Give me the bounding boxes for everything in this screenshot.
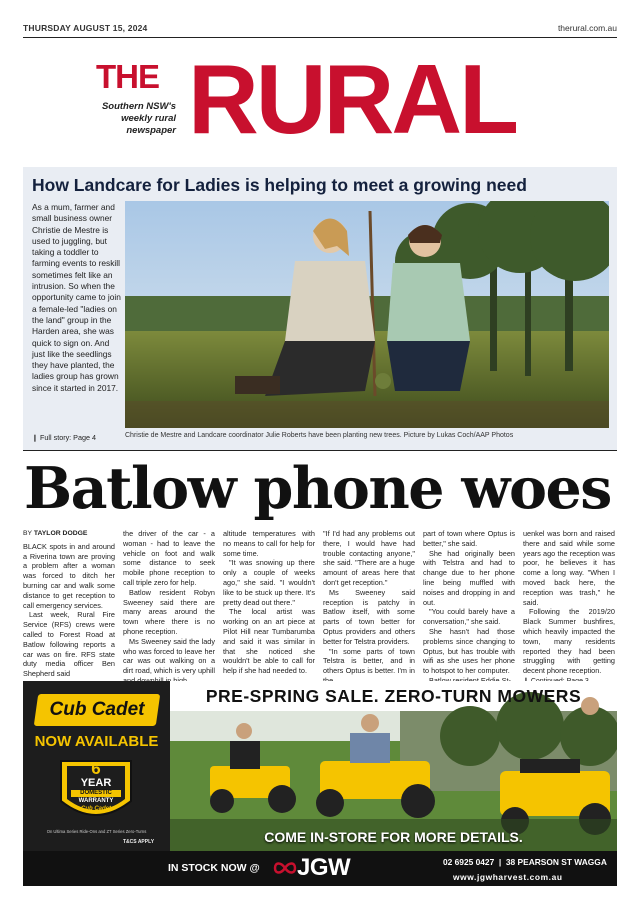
warranty-text <box>57 757 135 813</box>
paragraph: the driver of the car - a woman - had to leave the vehicle on foot and walk some distance to seek mobile phone reception to call triple zero for help. <box>123 529 215 587</box>
warranty-line: WARRANTY <box>78 798 114 804</box>
warranty-number: 6 <box>91 759 101 778</box>
ad-tcs: T&CS APPLY <box>123 839 155 845</box>
tagline-line: Southern NSW's <box>101 101 176 112</box>
warranty-line: DOMESTIC <box>71 790 121 797</box>
story-column-4 <box>323 529 415 686</box>
feature-headline[interactable]: How Landcare for Ladies is helping to meet a growing need <box>32 175 527 195</box>
cub-cadet-logo <box>34 694 160 726</box>
feature-body: As a mum, farmer and small business owner Christie de Mestre is used to juggling, but taking a toddler to farming events to reskill sometimes felt like an intrusion. So when the opportunity came to join a female-led "ladies on the land" group in the Harden area, she was quick to sign on. And just like the seedlings they have planted, the ladies group has grown since it started in 2017. <box>32 202 121 393</box>
brand-name: Cub Cadet <box>49 699 145 720</box>
masthead-rural: RURAL <box>188 44 516 154</box>
jgw-logo-icon <box>273 861 297 875</box>
story-headline[interactable]: Batlow phone woes <box>24 455 611 522</box>
ad-brand-panel <box>23 681 170 851</box>
feature-rule <box>23 450 617 451</box>
feature-full-story-label: Full story: Page 4 <box>40 433 96 442</box>
landcare-photo-image <box>125 201 609 428</box>
paragraph: Batlow resident Robyn Sweeney said there are many areas around the town where there is no phone reception. <box>123 587 215 636</box>
dealer-phone[interactable]: 02 6925 0427 <box>443 857 495 867</box>
story-column-3 <box>223 529 315 676</box>
paragraph: She hasn't had those problems since changing to Optus, but has trouble with wifi as she uses her phone to hotspot to her computer. <box>423 626 515 676</box>
ad-mower-photo <box>170 681 617 851</box>
tagline-line: weekly rural <box>121 113 176 124</box>
byline-prefix: BY <box>23 530 32 537</box>
story-column-5 <box>423 529 515 686</box>
byline <box>23 529 115 539</box>
masthead-the: THE <box>96 58 159 95</box>
top-bar <box>23 23 617 37</box>
story-column-2 <box>123 529 215 686</box>
dealer-address: 38 PEARSON ST WAGGA <box>505 857 607 867</box>
masthead-tagline <box>80 101 176 137</box>
paragraph: uenkel was born and raised there and said while some years ago the reception was poor, he believes it has come a long way. "When I moved back here, the reception was trash," he said. <box>523 529 615 607</box>
tagline-line: newspaper <box>126 125 176 136</box>
story-body <box>23 529 617 679</box>
feature-photo <box>125 201 609 428</box>
paragraph: "You could barely have a conversation," she said. <box>423 607 515 627</box>
advertisement[interactable] <box>23 681 617 886</box>
dealer-name[interactable]: JGW <box>297 854 351 881</box>
paragraph: Ms Sweeney said the lady who was forced to leave her car was out walking on a dirt road, which is very uphill <box>123 636 215 676</box>
feature-caption: Christie de Mestre and Landcare coordinator Julie Roberts have been planting new trees. Picture by Lukas Coch/AAP Photos <box>125 432 514 439</box>
byline-name[interactable]: TAYLOR DODGE <box>33 530 88 537</box>
dealer-contact: 02 6925 0427 | 38 PEARSON ST WAGGA <box>443 857 607 867</box>
feature-full-story[interactable]: ❙ Full story: Page 4 <box>32 433 96 442</box>
paragraph: She had originally been with Telstra and had to change due to her phone line being muffled with noises and dropping in and out. <box>423 548 515 607</box>
ad-cta[interactable]: COME IN-STORE FOR MORE DETAILS. <box>264 829 523 845</box>
paragraph: "It was snowing up there only a couple of weeks ago," she said. "I wouldn't like to be stuck up there. It's pretty dead out there." <box>223 558 315 607</box>
ad-fine-print: On Ultima Series Ride-Ons and ZT Series Zero-Turns <box>46 829 147 834</box>
top-rule <box>23 37 617 38</box>
paragraph: BLACK spots in and around a Riverina town are proving a problem after a woman was forced to ditch her burning car and walk some distance to get reception to call emergency services. <box>23 541 115 610</box>
story-column-1 <box>23 529 115 679</box>
paragraph: Following the 2019/20 Black Summer bushfires, which heavily impacted the town, many residents reported they had been struggling with getting decent phone reception. <box>523 607 615 676</box>
ad-title: PRE-SPRING SALE. ZERO-TURN MOWERS <box>205 686 582 706</box>
paragraph: altitude temperatures with no means to call for help for some time. <box>223 529 315 558</box>
paragraph: "In some parts of town Telstra is better, and in others Optus is better. I'm in <box>323 646 415 676</box>
issue-date: THURSDAY AUGUST 15, 2024 <box>23 23 148 33</box>
dealer-website[interactable]: www.jgwharvest.com.au <box>453 872 563 882</box>
now-available: NOW AVAILABLE <box>34 733 159 750</box>
warranty-brand: Cub Cadet <box>81 806 111 812</box>
paragraph: part of town where Optus is better," she said. <box>423 529 515 548</box>
warranty-line: YEAR <box>80 777 112 789</box>
paragraph: The local artist was working on an art piece at Pilot Hill near Tumbarumba and said it was similar in that she noticed she wouldn't be able to call for help if she had needed to. <box>223 607 315 676</box>
paragraph: Ms Sweeney said reception is patchy in Batlow itself, with some parts of town better for Optus providers and others better for Telstra providers. <box>323 587 415 646</box>
paragraph: "If I'd had any problems out there, I would have had trouble contacting anyone," she said. "There are a huge amount of areas here that don't get reception." <box>323 529 415 587</box>
in-stock-label: IN STOCK NOW @ <box>168 862 260 874</box>
site-url[interactable]: therural.com.au <box>557 23 617 33</box>
story-column-6 <box>523 529 615 687</box>
paragraph: Last week, Rural Fire Service (RFS) crews were called to Forest Road at Batlow following reports a car was on fire. RFS state duty media officer Ben Shepherd said <box>23 610 115 679</box>
